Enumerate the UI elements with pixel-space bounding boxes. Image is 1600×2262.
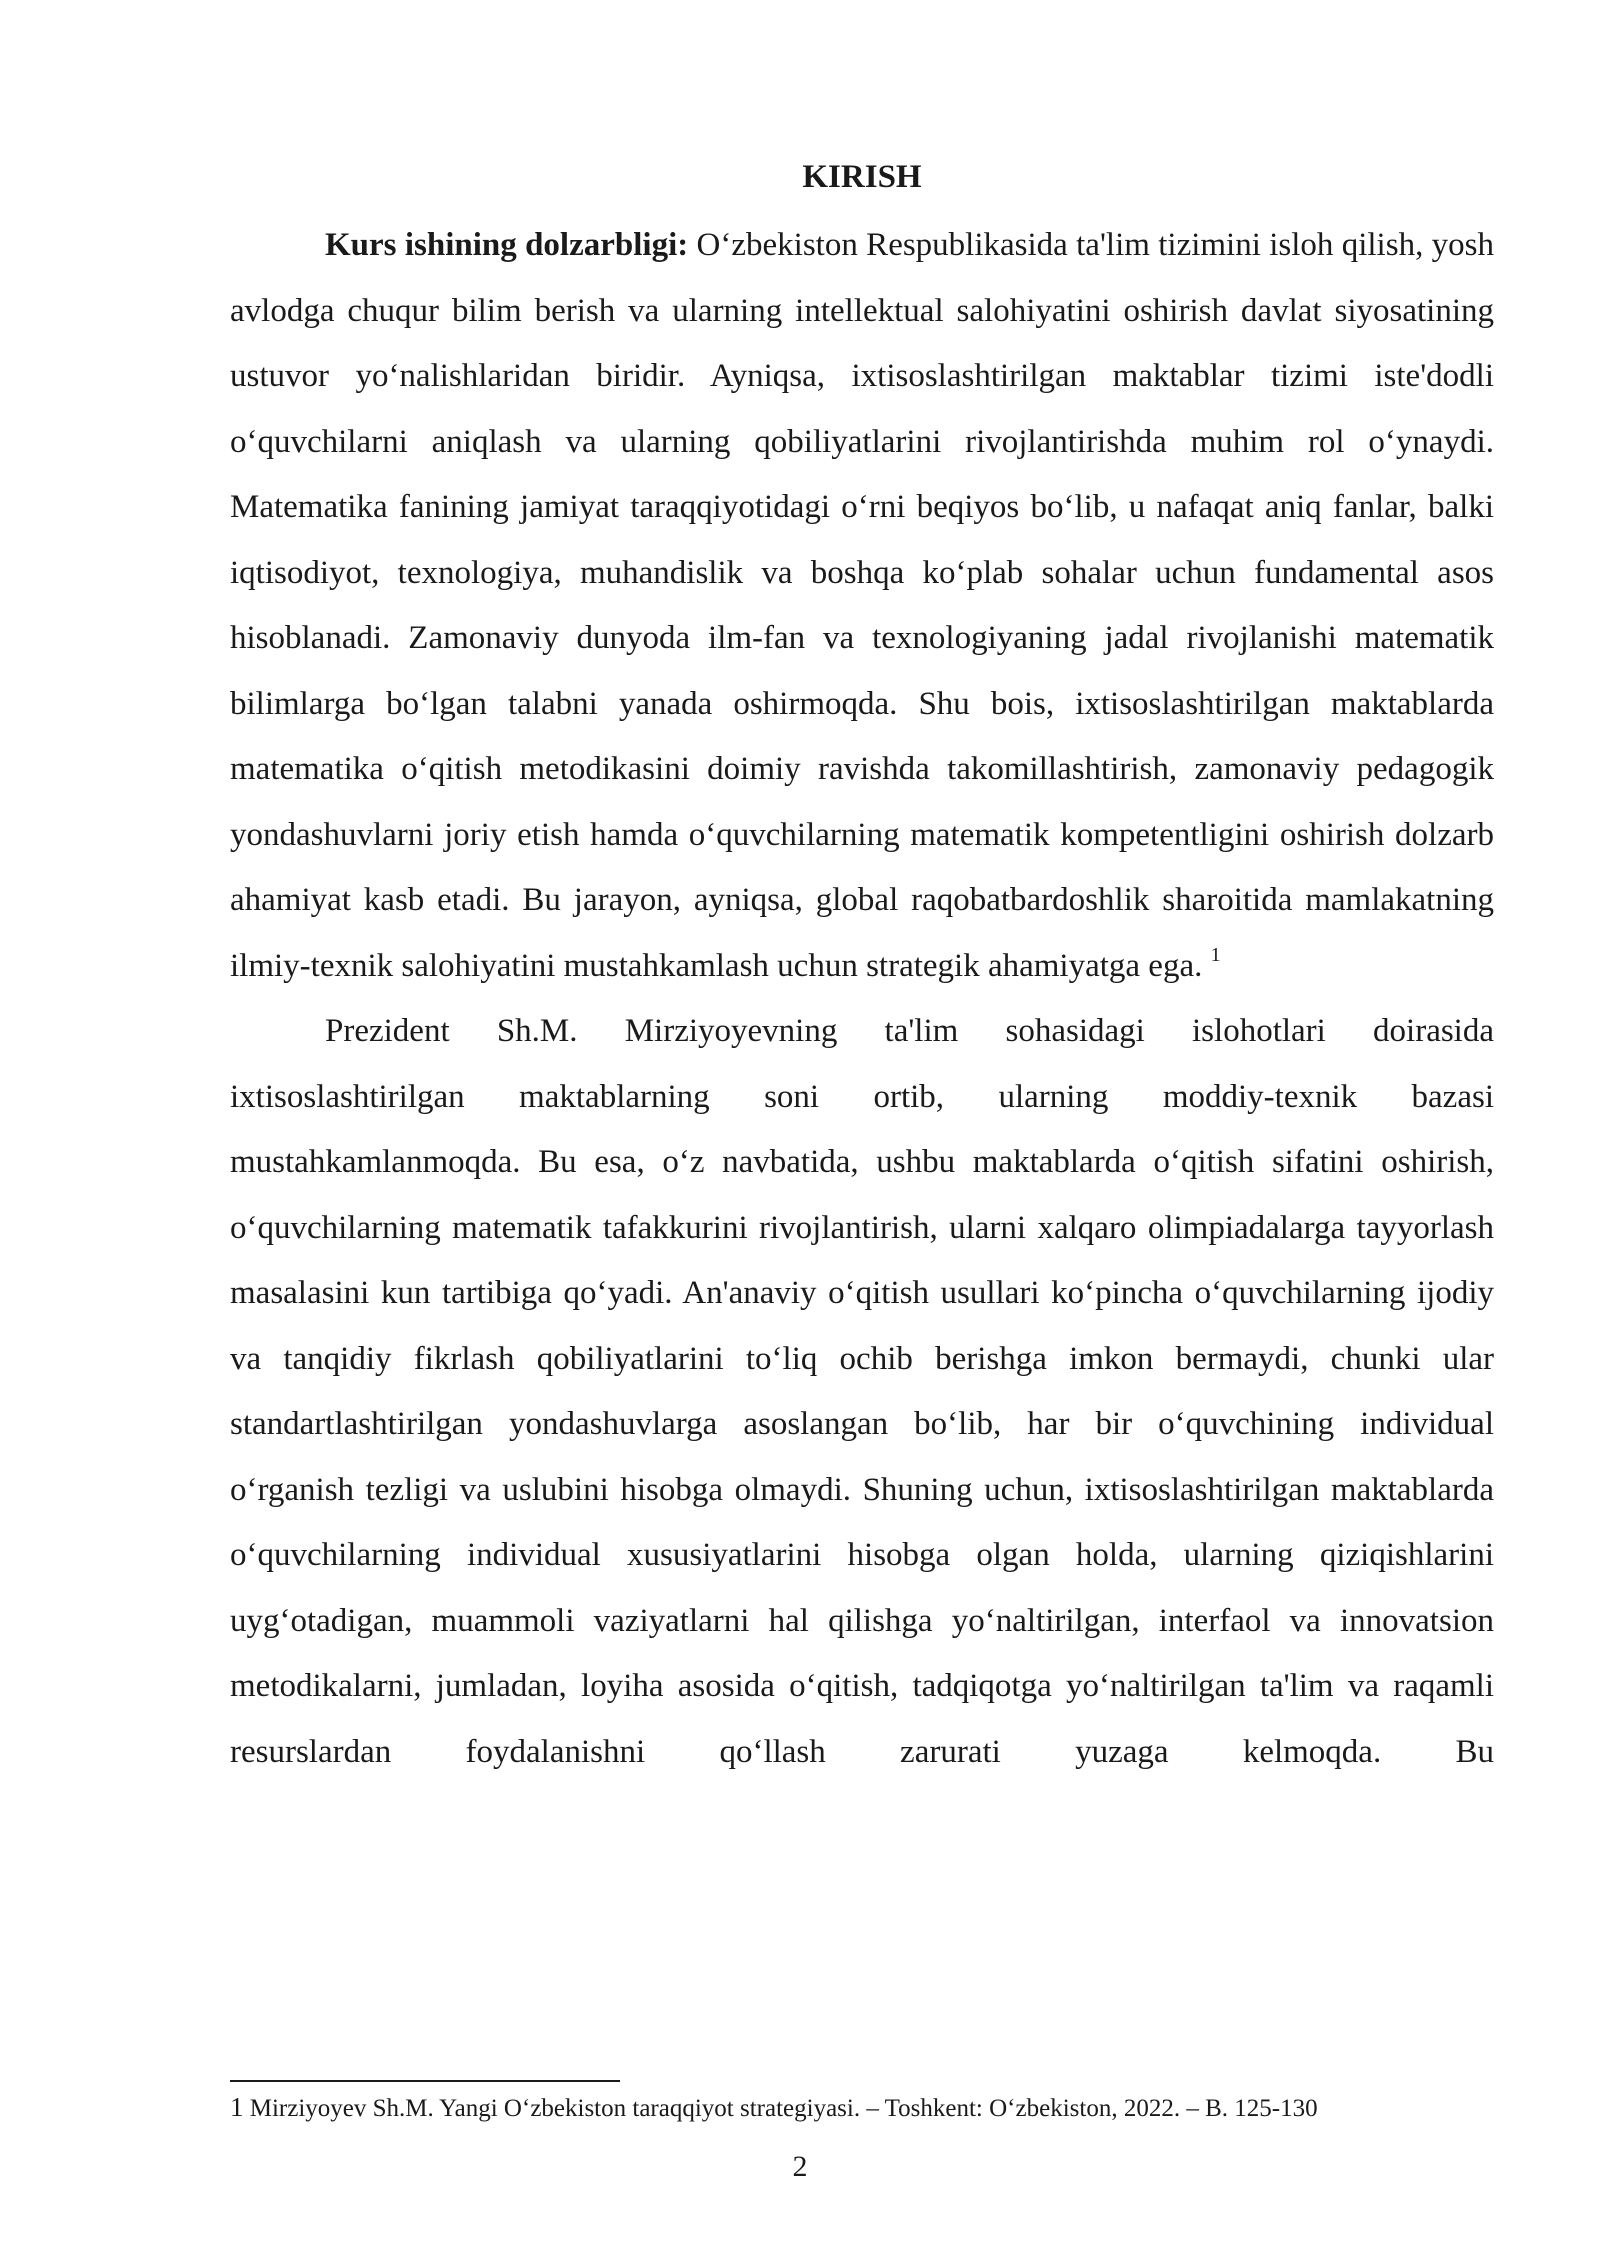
footnote-number: 1	[230, 2092, 244, 2122]
paragraph-president-reforms: Prezident Sh.M. Mirziyoyevning ta'lim sohasidagi islohotlari doirasida ixtisoslashtirilgan maktablarning soni ortib, ularning moddiy-texnik bazasi mustahkamlanmoqda. Bu esa, o‘z navbatida, ushbu maktablarda o‘qitish sifatini oshirish, o‘quvchilarning matematik tafakkurini rivojlantirish, ularni xalqaro olimpiadalarga tayyorlash masalasini kun tartibiga qo‘yadi. An'anaviy o‘qitish usullari ko‘pincha o‘quvchilarning ijodiy va tanqidiy fikrlash qobiliyatlarini to‘liq ochib berishga imkon bermaydi, chunki ular standartlashtirilgan yondashuvlarga asoslangan bo‘lib, har bir o‘quvchining individual o‘rganish tezligi va uslubini hisobga olmaydi. Shuning uchun, ixtisoslashtirilgan maktablarda o‘quvchilarning individual xususiyatlarini hisobga olgan holda, ularning qiziqishlarini uyg‘otadigan, muammoli vaziyatlarni hal qilishga yo‘naltirilgan, interfaol va innovatsion metodikalarni, jumladan, loyiha asosida o‘qitish, tadqiqotga yo‘naltirilgan ta'lim va raqamli resurslardan foydalanishni qo‘llash zarurati yuzaga kelmoqda. Bu	[230, 1013, 1494, 1770]
footnote-separator	[230, 2080, 620, 2082]
footnote	[230, 2090, 1494, 2126]
body-text	[230, 147, 1494, 1785]
footnote-reference[interactable]: 1	[1210, 943, 1221, 966]
page-number: 2	[792, 2150, 808, 2183]
footnote-text: Mirziyoyev Sh.M. Yangi O‘zbekiston taraqqiyot strategiyasi. – Toshkent: O‘zbekiston, 2022. – B. 125-130	[243, 2095, 1318, 2122]
paragraph-lead-label: Kurs ishining dolzarbligi:	[325, 227, 689, 263]
paragraph-relevance	[230, 213, 1494, 999]
paragraph-relevance-text: O‘zbekiston Respublikasida ta'lim tizimini isloh qilish, yosh avlodga chuqur bilim berish va ularning intellektual salohiyatini oshirish davlat siyosatining ustuvor yo‘nalishlaridan biridir. Ayniqsa, ixtisoslashtirilgan maktablar tizimi iste'dodli o‘quvchilarni aniqlash va ularning qobiliyatlarini rivojlantirishda muhim rol o‘ynaydi. Matematika fanining jamiyat taraqqiyotidagi o‘rni beqiyos bo‘lib, u nafaqat aniq fanlar, balki iqtisodiyot, texnologiya, muhandislik va boshqa ko‘plab sohalar uchun fundamental asos hisoblanadi. Zamonaviy dunyoda ilm-fan va texnologiyaning jadal rivojlanishi matematik bilimlarga bo‘lgan talabni yanada oshirmoqda. Shu bois, ixtisoslashtirilgan maktablarda matematika o‘qitish metodikasini doimiy ravishda takomillashtirish, zamonaviy pedagogik yondashuvlarni joriy etish hamda o‘quvchilarning matematik kompetentligini oshirish dolzarb ahamiyat kasb etadi. Bu jarayon, ayniqsa, global raqobatbardoshlik sharoitida mamlakatning ilmiy-texnik salohiyatini mustahkamlash uchun strategik ahamiyatga ega.	[230, 227, 1494, 984]
section-heading: KIRISH	[802, 159, 922, 195]
